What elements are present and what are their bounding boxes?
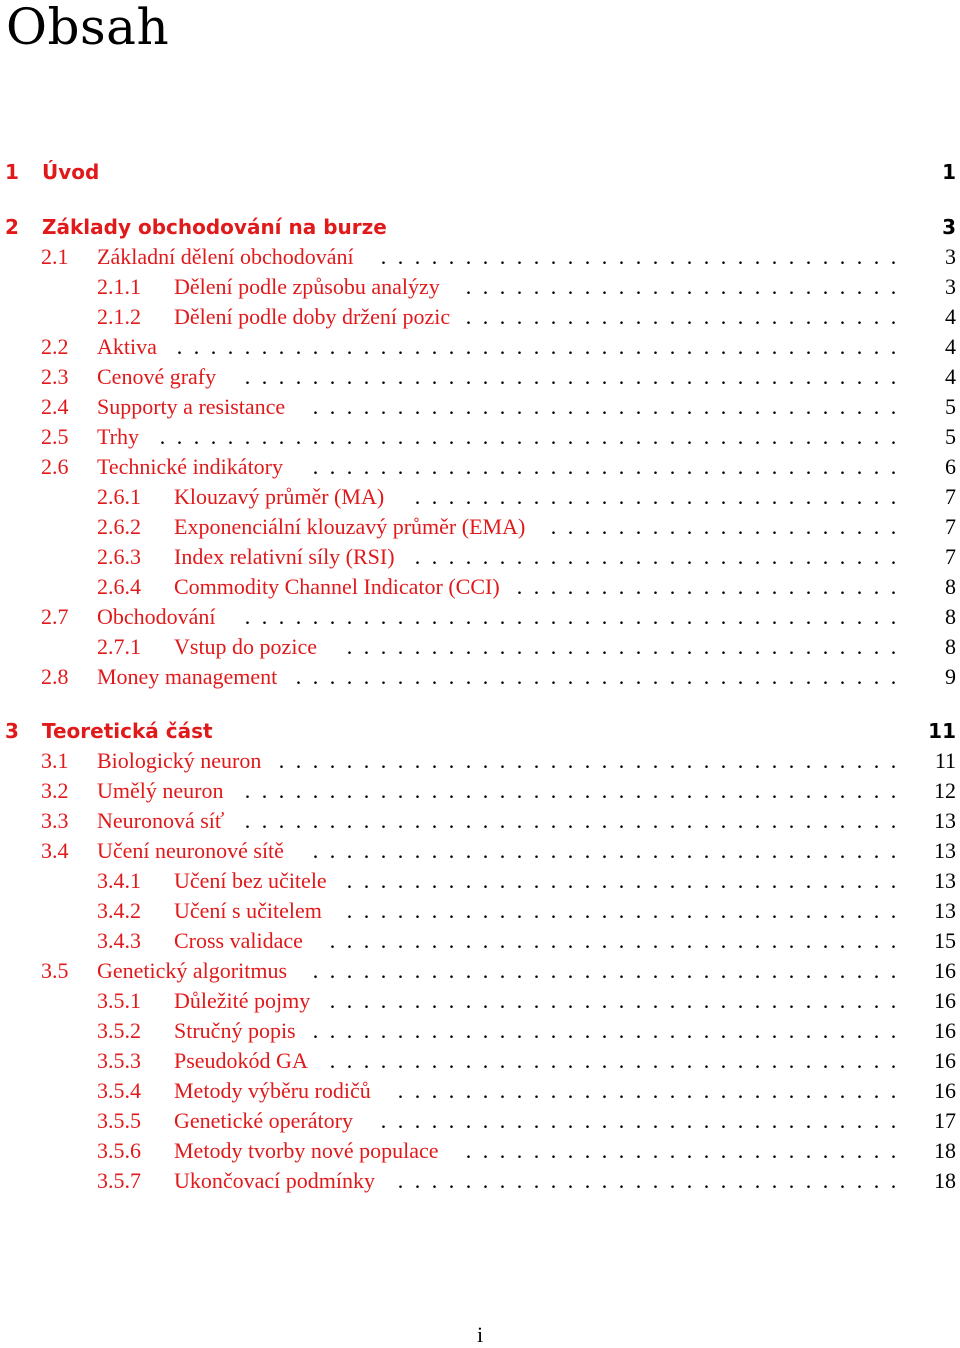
toc-leader-dots: . . . . . . . . . . . . . . . . . . . . . . . . . . . . . . . . . (346, 634, 897, 659)
toc-entry[interactable] (0, 1046, 960, 1076)
toc-entry-number[interactable]: 3.1 (41, 748, 69, 773)
toc-entry-page[interactable]: 4 (945, 304, 956, 329)
toc-entry-title[interactable]: Money management (97, 664, 278, 689)
toc-entry-page[interactable]: 6 (945, 454, 956, 479)
toc-entry[interactable] (0, 806, 960, 836)
toc-entry-page[interactable]: 7 (945, 514, 956, 539)
toc-chapter[interactable] (0, 212, 960, 242)
toc-leader-dots: . . . . . . . . . . . . . . . . . . . . . . . . . . . . . . . . . . . . . . . . . . . (176, 334, 897, 359)
toc-entry-title[interactable]: Základní dělení obchodování (97, 244, 354, 269)
toc-leader-dots: . . . . . . . . . . . . . . . . . . . . . . . . . . . . . . . . . . . (312, 838, 897, 863)
toc-entry-title[interactable]: Obchodování (97, 604, 216, 629)
toc-leader-dots: . . . . . . . . . . . . . . . . . . . . . . . . . . . . . . . . . . . . . . . (244, 604, 897, 629)
toc-entry-page[interactable]: 16 (934, 958, 956, 983)
toc-leader-dots: . . . . . . . . . . . . . . . . . . . . . . . . . . . . . . . . . . . . . . . . . . . . (159, 424, 897, 449)
toc-entry-title[interactable]: Ukončovací podmínky (174, 1168, 376, 1193)
toc-leader-dots: . . . . . . . . . . . . . . . . . . . . . (550, 514, 897, 539)
toc-entry-number[interactable]: 2.4 (41, 394, 69, 419)
toc-leader-dots: . . . . . . . . . . . . . . . . . . . . . . . . . . . . . . . . . (346, 898, 897, 923)
toc-leader-dots: . . . . . . . . . . . . . . . . . . . . . . . . . . . . . . . . . . . (312, 958, 897, 983)
toc-chapter[interactable] (0, 157, 960, 187)
toc-entry-number[interactable]: 2.1.1 (97, 274, 141, 299)
toc-entry-number[interactable]: 2.7 (41, 604, 69, 629)
toc-entry-title[interactable]: Důležité pojmy (174, 988, 311, 1013)
toc-entry-title[interactable]: Teoretická část (42, 719, 213, 743)
toc-entry-number[interactable]: 2.6.2 (97, 514, 141, 539)
toc-entry[interactable] (0, 1076, 960, 1106)
toc-entry-page[interactable]: 16 (934, 988, 956, 1013)
toc-entry-page[interactable]: 13 (934, 898, 956, 923)
toc-entry[interactable] (0, 512, 960, 542)
toc-entry-title[interactable]: Stručný popis (174, 1018, 296, 1043)
toc-entry[interactable] (0, 836, 960, 866)
toc-entry-number[interactable]: 2.2 (41, 334, 69, 359)
toc-entry-number[interactable]: 2.6 (41, 454, 69, 479)
toc-entry-title[interactable]: Metody výběru rodičů (174, 1078, 371, 1103)
toc-entry-number[interactable]: 3.5.5 (97, 1108, 141, 1133)
toc-entry-page[interactable]: 5 (945, 394, 956, 419)
toc-entry-page[interactable]: 16 (934, 1018, 956, 1043)
toc-leader-dots: . . . . . . . . . . . . . . . . . . . . . . . . . . . . . . (397, 1168, 897, 1193)
toc-entry-page[interactable]: 8 (945, 574, 956, 599)
toc-leader-dots: . . . . . . . . . . . . . . . . . . . . . . . . . . . . . . . (380, 1108, 897, 1133)
toc-entry-number[interactable]: 2.6.4 (97, 574, 141, 599)
toc-entry-page[interactable]: 8 (945, 604, 956, 629)
toc-entry-number[interactable]: 3.4 (41, 838, 69, 863)
toc-entry-page[interactable]: 13 (934, 808, 956, 833)
toc-entry-number[interactable]: 2.1 (41, 244, 69, 269)
toc-entry-page[interactable]: 13 (934, 868, 956, 893)
toc-leader-dots: . . . . . . . . . . . . . . . . . . . . . . . . . . . . . . . . . . . . (295, 664, 897, 689)
toc-leader-dots: . . . . . . . . . . . . . . . . . . . . . . . . . . . . . . . . . . . . . . . (244, 808, 897, 833)
toc-entry[interactable] (0, 542, 960, 572)
toc-leader-dots: . . . . . . . . . . . . . . . . . . . . . . . (516, 574, 897, 599)
toc-leader-dots: . . . . . . . . . . . . . . . . . . . . . . . . . . . . . . . . . . . . . . . (244, 778, 897, 803)
toc-entry[interactable] (0, 242, 960, 272)
toc-leader-dots: . . . . . . . . . . . . . . . . . . . . . . . . . . . . . . . . . . . . . . . (244, 364, 897, 389)
toc-leader-dots: . . . . . . . . . . . . . . . . . . . . . . . . . . . . . . . . . . (329, 1048, 897, 1073)
toc-entry[interactable] (0, 1136, 960, 1166)
toc-entry-number[interactable]: 3.5.6 (97, 1138, 141, 1163)
toc-leader-dots: . . . . . . . . . . . . . . . . . . . . . . . . . . . . . . . (380, 244, 897, 269)
toc-entry-title[interactable]: Vstup do pozice (174, 634, 317, 659)
toc-entry-number[interactable]: 3.5.7 (97, 1168, 141, 1193)
toc-leader-dots: . . . . . . . . . . . . . . . . . . . . . . . . . . . . . (414, 544, 897, 569)
toc-entry-page[interactable]: 9 (945, 664, 956, 689)
toc-entry-number[interactable]: 2.1.2 (97, 304, 141, 329)
toc-entry-title[interactable]: Index relativní síly (RSI) (174, 544, 395, 569)
toc-entry-page[interactable]: 15 (934, 928, 956, 953)
toc-entry[interactable] (0, 896, 960, 926)
toc-entry[interactable] (0, 362, 960, 392)
toc-entry-page[interactable]: 3 (945, 244, 956, 269)
toc-leader-dots: . . . . . . . . . . . . . . . . . . . . . . . . . . . . . . . . . (346, 868, 897, 893)
toc-chapter[interactable] (0, 716, 960, 746)
toc-entry-title[interactable]: Učení bez učitele (174, 868, 327, 893)
toc-entry-page[interactable]: 7 (945, 544, 956, 569)
toc-entry-number[interactable]: 1 (5, 160, 19, 184)
toc-entry-title[interactable]: Základy obchodování na burze (42, 215, 387, 239)
toc-entry-title[interactable]: Úvod (42, 160, 100, 184)
footer-page-number: i (476, 1322, 484, 1347)
toc-entry-title[interactable]: Technické indikátory (97, 454, 284, 479)
toc-entry[interactable] (0, 1166, 960, 1196)
toc-entry-number[interactable]: 3.4.3 (97, 928, 141, 953)
toc-entry[interactable] (0, 482, 960, 512)
toc-entry-page[interactable]: 7 (945, 484, 956, 509)
toc-entry-title[interactable]: Dělení podle doby držení pozic (174, 304, 451, 329)
toc-leader-dots: . . . . . . . . . . . . . . . . . . . . . . . . . . (465, 1138, 897, 1163)
toc-entry-number[interactable]: 3.5.2 (97, 1018, 141, 1043)
toc-entry-page[interactable]: 18 (934, 1168, 956, 1193)
toc-entry-title[interactable]: Genetický algoritmus (97, 958, 288, 983)
toc-entry-number[interactable]: 2.8 (41, 664, 69, 689)
toc-entry-number[interactable]: 3.3 (41, 808, 69, 833)
toc-entry-number[interactable]: 3.5.1 (97, 988, 141, 1013)
toc-entry-page[interactable]: 16 (934, 1048, 956, 1073)
toc-entry-title[interactable]: Genetické operátory (174, 1108, 353, 1133)
toc-leader-dots: . . . . . . . . . . . . . . . . . . . . . . . . . . . . . . . . . . (329, 928, 897, 953)
toc-entry[interactable] (0, 746, 960, 776)
toc-entry[interactable] (0, 452, 960, 482)
toc-entry-title[interactable]: Supporty a resistance (97, 394, 286, 419)
toc-entry-page[interactable]: 8 (945, 634, 956, 659)
toc-entry-page[interactable]: 17 (934, 1108, 956, 1133)
toc-entry-title[interactable]: Biologický neuron (97, 748, 262, 773)
toc-entry-page[interactable]: 4 (945, 334, 956, 359)
toc-entry[interactable] (0, 332, 960, 362)
toc-entry-title[interactable]: Cenové grafy (97, 364, 217, 389)
toc-entry[interactable] (0, 302, 960, 332)
toc-entry[interactable] (0, 272, 960, 302)
toc-entry[interactable] (0, 1016, 960, 1046)
toc-entry-title[interactable]: Umělý neuron (97, 778, 224, 803)
toc-entry-number[interactable]: 2.5 (41, 424, 69, 449)
toc-entry[interactable] (0, 956, 960, 986)
toc-entry-page[interactable]: 13 (934, 838, 956, 863)
toc-entry[interactable] (0, 422, 960, 452)
toc-entry[interactable] (0, 1106, 960, 1136)
toc-entry-number[interactable]: 3.4.1 (97, 868, 141, 893)
toc-entry-page[interactable]: 11 (934, 748, 956, 773)
toc-leader-dots: . . . . . . . . . . . . . . . . . . . . . . . . . . (465, 274, 897, 299)
toc-leader-dots: . . . . . . . . . . . . . . . . . . . . . . . . . . (465, 304, 897, 329)
toc-entry-title[interactable]: Učení neuronové sítě (97, 838, 284, 863)
toc-entry-title[interactable]: Učení s učitelem (174, 898, 322, 923)
toc-entry-number[interactable]: 3.5 (41, 958, 69, 983)
toc-entry-title[interactable]: Dělení podle způsobu analýzy (174, 274, 440, 299)
page-title: Obsah (6, 0, 170, 56)
toc-entry-number[interactable]: 3.5.4 (97, 1078, 141, 1103)
toc-entry[interactable] (0, 632, 960, 662)
toc-entry-title[interactable]: Aktiva (97, 334, 157, 359)
toc-entry-number[interactable]: 2.3 (41, 364, 69, 389)
toc-entry[interactable] (0, 866, 960, 896)
toc-entry-page[interactable]: 1 (942, 160, 956, 184)
toc-leader-dots: . . . . . . . . . . . . . . . . . . . . . . . . . . . . . . . . . . . (312, 394, 897, 419)
toc-entry[interactable] (0, 602, 960, 632)
toc-entry[interactable] (0, 926, 960, 956)
toc-entry-number[interactable]: 3.2 (41, 778, 69, 803)
toc-entry-page[interactable]: 4 (945, 364, 956, 389)
toc-entry-number[interactable]: 2 (5, 215, 19, 239)
toc-entry-title[interactable]: Exponenciální klouzavý průměr (EMA) (174, 514, 526, 539)
toc-entry-number[interactable]: 2.6.1 (97, 484, 141, 509)
toc-entry-title[interactable]: Pseudokód GA (174, 1048, 308, 1073)
toc-entry[interactable] (0, 572, 960, 602)
toc-entry-page[interactable]: 16 (934, 1078, 956, 1103)
toc-leader-dots: . . . . . . . . . . . . . . . . . . . . . . . . . . . . . . (397, 1078, 897, 1103)
toc-entry-title[interactable]: Metody tvorby nové populace (174, 1138, 439, 1163)
toc-entry-page[interactable]: 5 (945, 424, 956, 449)
toc-entry-number[interactable]: 3.5.3 (97, 1048, 141, 1073)
toc-entry[interactable] (0, 986, 960, 1016)
toc-entry-title[interactable]: Cross validace (174, 928, 303, 953)
toc-entry-number[interactable]: 3 (5, 719, 19, 743)
toc-entry[interactable] (0, 392, 960, 422)
toc-entry-page[interactable]: 12 (934, 778, 956, 803)
toc-entry-title[interactable]: Commodity Channel Indicator (CCI) (174, 574, 500, 599)
toc-entry-number[interactable]: 2.7.1 (97, 634, 141, 659)
toc-entry-number[interactable]: 2.6.3 (97, 544, 141, 569)
toc-entry[interactable] (0, 662, 960, 692)
toc-entry-page[interactable]: 3 (945, 274, 956, 299)
toc-entry-page[interactable]: 11 (928, 719, 956, 743)
toc-leader-dots: . . . . . . . . . . . . . . . . . . . . . . . . . . . . . (414, 484, 897, 509)
toc-entry-number[interactable]: 3.4.2 (97, 898, 141, 923)
toc-leader-dots: . . . . . . . . . . . . . . . . . . . . . . . . . . . . . . . . . . . (312, 454, 897, 479)
toc-entry-title[interactable]: Neuronová síť (97, 808, 225, 833)
toc-entry-page[interactable]: 18 (934, 1138, 956, 1163)
toc-leader-dots: . . . . . . . . . . . . . . . . . . . . . . . . . . . . . . . . . . . . . (278, 748, 897, 773)
toc-entry[interactable] (0, 776, 960, 806)
toc-leader-dots: . . . . . . . . . . . . . . . . . . . . . . . . . . . . . . . . . . (329, 988, 897, 1013)
toc-entry-title[interactable]: Trhy (97, 424, 139, 449)
toc-entry-title[interactable]: Klouzavý průměr (MA) (174, 484, 385, 509)
toc-leader-dots: . . . . . . . . . . . . . . . . . . . . . . . . . . . . . . . . . . . (312, 1018, 897, 1043)
toc-entry-page[interactable]: 3 (942, 215, 956, 239)
